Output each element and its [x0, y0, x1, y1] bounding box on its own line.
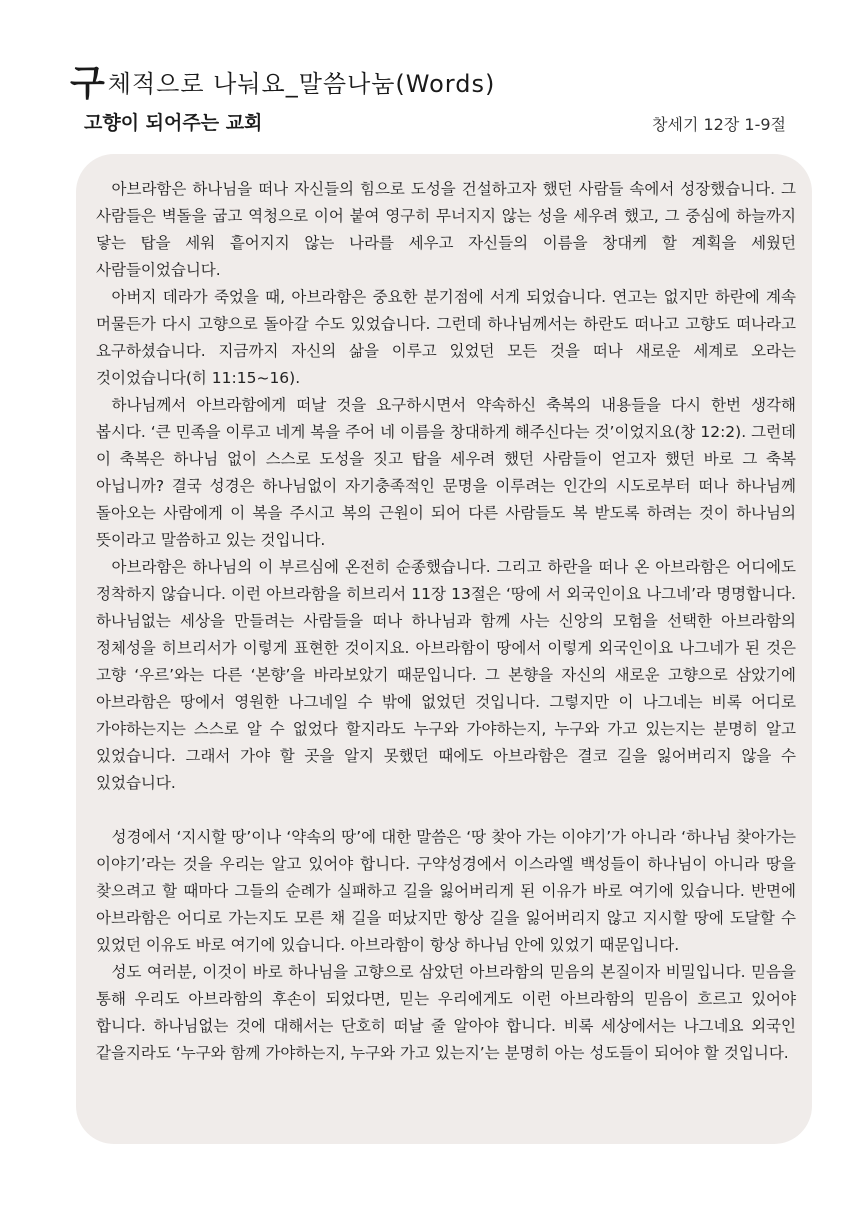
section-title-initial: 구	[70, 63, 106, 104]
paragraph-4: 아브라함은 하나님의 이 부르심에 온전히 순종했습니다. 그리고 하란을 떠나 온 아브라함은 어디에도 정착하지 않습니다. 이런 아브라함을 히브리서 11장 13절은 ‘땅에 서 외국인이요 나그네’라 명명합니다. 하나님없는 세상을 만들려는 사람들을 떠나 하나님과 함께 사는 신앙의 모험을 선택한 아브라함의 정체성을 히브리서가 이렇게 표현한 것이지요. 아브라함이 땅에서 이렇게 외국인이요 나그네가 된 것은 고향 ‘우르’와는 다른 ‘본향’을 바라보았기 때문입니다. 그 본향을 자신의 새로운 고향으로 삼았기에 아브라함은 땅에서 영원한 나그네일 수 밖에 없었던 것입니다. 그렇지만 이 나그네는 비록 어디로 가야하는지는 스스로 알 수 없었다 할지라도 누구와 가야하는지, 누구와 가고 있는지는 분명히 알고 있었습니다. 그래서 가야 할 곳을 알지 못했던 때에도 아브라함은 결코 길을 잃어버리지 않을 수 있었습니다.	[96, 558, 796, 792]
scripture-reference: 창세기 12장 1-9절	[652, 115, 786, 134]
paragraph-5: 성경에서 ‘지시할 땅’이나 ‘약속의 땅’에 대한 말씀은 ‘땅 찾아 가는 이야기’가 아니라 ‘하나님 찾아가는 이야기’라는 것을 우리는 알고 있어야 합니다. 구약성경에서 이스라엘 백성들이 하나님이 아니라 땅을 찾으려고 할 때마다 그들의 순례가 실패하고 길을 잃어버리게 된 이유가 바로 여기에 있습니다. 반면에 아브라함은 어디로 가는지도 모른 채 길을 떠났지만 항상 길을 잃어버리지 않고 지시할 땅에 도달할 수 있었던 이유도 바로 여기에 있습니다. 아브라함이 항상 하나님 안에 있었기 때문입니다.	[96, 828, 796, 954]
sermon-body-box	[76, 154, 812, 1144]
paragraph-2: 아버지 데라가 죽었을 때, 아브라함은 중요한 분기점에 서게 되었습니다. 연고는 없지만 하란에 계속 머물든가 다시 고향으로 돌아갈 수도 있었습니다. 그런데 하나님께서는 하란도 떠나고 고향도 떠나라고 요구하셨습니다. 지금까지 자신의 삶을 이루고 있었던 모든 것을 떠나 새로운 세계로 오라는 것이었습니다(히 11:15~16).	[96, 288, 796, 387]
section-title-text: 체적으로 나눠요_말씀나눔(Words)	[107, 70, 496, 98]
section-title	[70, 52, 495, 103]
paragraph-spacer	[96, 797, 796, 824]
paragraph-1: 아브라함은 하나님을 떠나 자신들의 힘으로 도성을 건설하고자 했던 사람들 속에서 성장했습니다. 그 사람들은 벽돌을 굽고 역청으로 이어 붙여 영구히 무너지지 않는 성을 세우려 했고, 그 중심에 하늘까지 닿는 탑을 세워 흩어지지 않는 나라를 세우고 자신들의 이름을 창대케 할 계획을 세웠던 사람들이었습니다.	[96, 180, 796, 279]
paragraph-3: 하나님께서 아브라함에게 떠날 것을 요구하시면서 약속하신 축복의 내용들을 다시 한번 생각해 봅시다. ‘큰 민족을 이루고 네게 복을 주어 네 이름을 창대하게 해주신다는 것’이었지요(창 12:2). 그런데 이 축복은 하나님 없이 스스로 도성을 짓고 탑을 세우려 했던 사람들이 얻고자 했던 바로 그 축복 아닙니까? 결국 성경은 하나님없이 자기충족적인 문명을 이루려는 인간의 시도로부터 떠나 하나님께 돌아오는 사람에게 이 복을 주시고 복의 근원이 되어 다른 사람들도 복 받도록 하려는 것이 하나님의 뜻이라고 말씀하고 있는 것입니다.	[96, 396, 796, 549]
sermon-heading	[84, 108, 786, 140]
paragraph-6: 성도 여러분, 이것이 바로 하나님을 고향으로 삼았던 아브라함의 믿음의 본질이자 비밀입니다. 믿음을 통해 우리도 아브라함의 후손이 되었다면, 믿는 우리에게도 이런 아브라함의 믿음이 흐르고 있어야 합니다. 하나님없는 것에 대해서는 단호히 떠날 줄 알아야 합니다. 비록 세상에서는 나그네요 외국인 같을지라도 ‘누구와 함께 가야하는지, 누구와 가고 있는지’는 분명히 아는 성도들이 되어야 할 것입니다.	[96, 963, 796, 1062]
page-header	[70, 52, 810, 104]
sermon-title: 고향이 되어주는 교회	[84, 112, 263, 134]
